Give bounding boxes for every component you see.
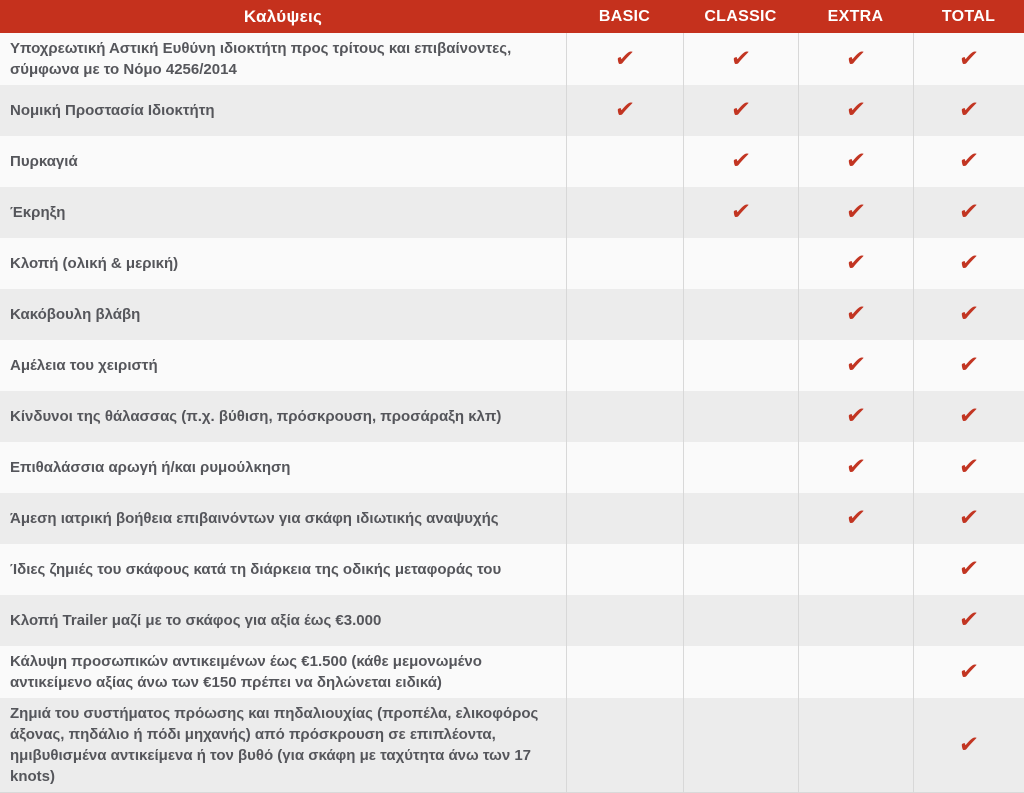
check-icon: ✔ — [957, 403, 980, 429]
cell-extra — [798, 340, 913, 391]
table-row — [0, 595, 1024, 646]
cell-basic — [566, 442, 683, 493]
cell-extra — [798, 646, 913, 698]
check-icon: ✔ — [729, 199, 752, 225]
check-icon: ✔ — [957, 45, 980, 72]
check-icon: ✔ — [957, 556, 980, 582]
table-row — [0, 646, 1024, 698]
cell-extra — [798, 187, 913, 238]
check-icon: ✔ — [844, 352, 867, 378]
cell-basic — [566, 698, 683, 793]
coverage-label: Υποχρεωτική Αστική Ευθύνη ιδιοκτήτη προς τρίτους και επιβαίνοντες, σύμφωνα με το Νόμο 4256/2014 — [0, 33, 566, 85]
check-icon: ✔ — [957, 250, 980, 276]
cell-classic — [683, 33, 798, 85]
coverage-label: Κάλυψη προσωπικών αντικειμένων έως €1.500 (κάθε μεμονωμένο αντικείμενο αξίας άνω των €150 πρέπει να δηλώνεται ειδικά) — [0, 646, 566, 698]
cell-extra — [798, 136, 913, 187]
cell-basic — [566, 289, 683, 340]
table-row — [0, 698, 1024, 793]
coverage-label: Αμέλεια του χειριστή — [0, 340, 566, 391]
table-row — [0, 238, 1024, 289]
check-icon: ✔ — [957, 97, 980, 123]
cell-extra — [798, 238, 913, 289]
cell-basic — [566, 595, 683, 646]
check-icon: ✔ — [844, 505, 867, 531]
check-icon: ✔ — [957, 148, 980, 174]
check-icon: ✔ — [957, 505, 980, 531]
header-coverages-label: Καλύψεις — [0, 0, 566, 33]
coverage-label: Νομική Προστασία Ιδιοκτήτη — [0, 85, 566, 136]
cell-basic — [566, 136, 683, 187]
table-row — [0, 33, 1024, 85]
coverage-label: Άμεση ιατρική βοήθεια επιβαινόντων για σκάφη ιδιωτικής αναψυχής — [0, 493, 566, 544]
cell-total — [913, 289, 1024, 340]
check-icon: ✔ — [613, 97, 636, 123]
table-row — [0, 340, 1024, 391]
table-row — [0, 136, 1024, 187]
check-icon: ✔ — [844, 97, 867, 123]
check-icon: ✔ — [957, 454, 980, 480]
check-icon: ✔ — [613, 45, 636, 72]
check-icon: ✔ — [844, 148, 867, 174]
cell-total — [913, 646, 1024, 698]
table-row — [0, 544, 1024, 595]
check-icon: ✔ — [844, 199, 867, 225]
cell-basic — [566, 33, 683, 85]
coverage-label: Επιθαλάσσια αρωγή ή/και ρυμούλκηση — [0, 442, 566, 493]
cell-basic — [566, 187, 683, 238]
check-icon: ✔ — [957, 352, 980, 378]
table-row — [0, 187, 1024, 238]
cell-classic — [683, 544, 798, 595]
check-icon: ✔ — [957, 607, 980, 633]
table-row — [0, 442, 1024, 493]
cell-classic — [683, 391, 798, 442]
cell-total — [913, 187, 1024, 238]
table-row — [0, 85, 1024, 136]
cell-extra — [798, 289, 913, 340]
cell-total — [913, 595, 1024, 646]
cell-extra — [798, 442, 913, 493]
table-row — [0, 493, 1024, 544]
check-icon: ✔ — [844, 250, 867, 276]
coverage-label: Πυρκαγιά — [0, 136, 566, 187]
cell-classic — [683, 493, 798, 544]
cell-extra — [798, 595, 913, 646]
cell-classic — [683, 442, 798, 493]
check-icon: ✔ — [844, 454, 867, 480]
cell-total — [913, 544, 1024, 595]
cell-classic — [683, 595, 798, 646]
cell-basic — [566, 340, 683, 391]
header-plan-classic: CLASSIC — [683, 0, 798, 33]
cell-extra — [798, 391, 913, 442]
cell-classic — [683, 238, 798, 289]
cell-total — [913, 136, 1024, 187]
cell-extra — [798, 544, 913, 595]
cell-classic — [683, 646, 798, 698]
cell-total — [913, 340, 1024, 391]
table-body — [0, 33, 1024, 793]
check-icon: ✔ — [844, 403, 867, 429]
check-icon: ✔ — [844, 301, 867, 327]
coverage-label: Κλοπή (ολική & μερική) — [0, 238, 566, 289]
cell-extra — [798, 85, 913, 136]
cell-classic — [683, 187, 798, 238]
header-plan-basic: BASIC — [566, 0, 683, 33]
cell-total — [913, 391, 1024, 442]
check-icon: ✔ — [957, 658, 980, 685]
cell-basic — [566, 493, 683, 544]
cell-extra — [798, 493, 913, 544]
header-plan-total: TOTAL — [913, 0, 1024, 33]
cell-total — [913, 493, 1024, 544]
cell-classic — [683, 698, 798, 793]
cell-basic — [566, 544, 683, 595]
check-icon: ✔ — [957, 731, 980, 758]
cell-classic — [683, 136, 798, 187]
check-icon: ✔ — [844, 45, 867, 72]
cell-basic — [566, 238, 683, 289]
cell-total — [913, 85, 1024, 136]
cell-total — [913, 442, 1024, 493]
coverage-label: Κακόβουλη βλάβη — [0, 289, 566, 340]
table-header-row — [0, 0, 1024, 33]
check-icon: ✔ — [957, 199, 980, 225]
cell-total — [913, 698, 1024, 793]
check-icon: ✔ — [729, 97, 752, 123]
cell-basic — [566, 85, 683, 136]
coverage-label: Έκρηξη — [0, 187, 566, 238]
table-row — [0, 289, 1024, 340]
cell-basic — [566, 646, 683, 698]
coverage-label: Κλοπή Trailer μαζί με το σκάφος για αξία έως €3.000 — [0, 595, 566, 646]
header-plan-extra: EXTRA — [798, 0, 913, 33]
cell-classic — [683, 85, 798, 136]
coverage-label: Ίδιες ζημιές του σκάφους κατά τη διάρκεια της οδικής μεταφοράς του — [0, 544, 566, 595]
table-row — [0, 391, 1024, 442]
check-icon: ✔ — [729, 45, 752, 72]
coverage-label: Ζημιά του συστήματος πρόωσης και πηδαλιουχίας (προπέλα, ελικοφόρος άξονας, πηδάλιο ή πόδι μηχανής) από πρόσκρουση σε επιπλέοντα, ημιβυθισμένα αντικείμενα ή τον βυθό (για σκάφη με ταχύτητα άνω των 17 knots) — [0, 698, 566, 793]
cell-total — [913, 238, 1024, 289]
cell-classic — [683, 289, 798, 340]
cell-classic — [683, 340, 798, 391]
cell-total — [913, 33, 1024, 85]
coverage-label: Κίνδυνοι της θάλασσας (π.χ. βύθιση, πρόσκρουση, προσάραξη κλπ) — [0, 391, 566, 442]
cell-extra — [798, 698, 913, 793]
cell-basic — [566, 391, 683, 442]
check-icon: ✔ — [729, 148, 752, 174]
check-icon: ✔ — [957, 301, 980, 327]
cell-extra — [798, 33, 913, 85]
